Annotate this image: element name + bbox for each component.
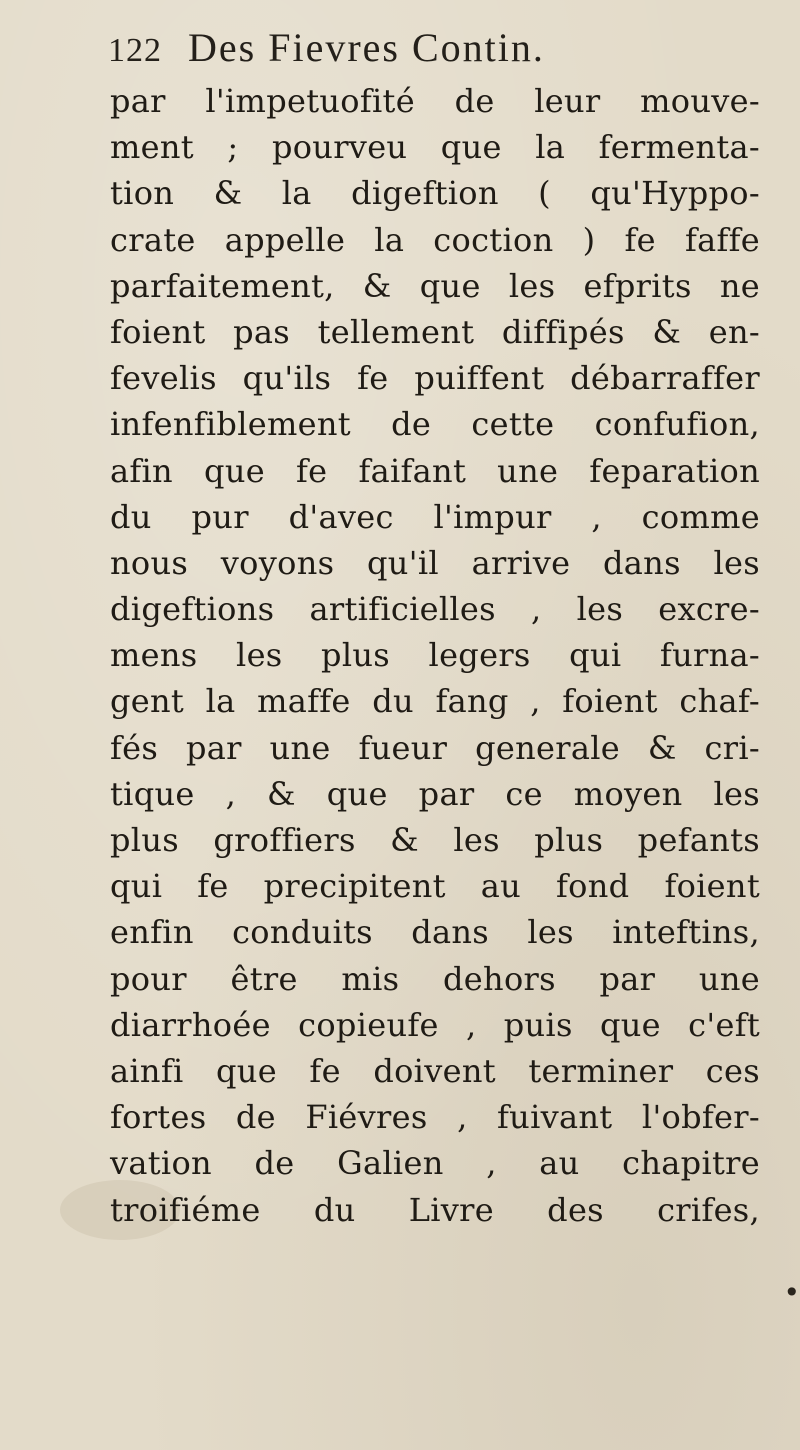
text-line: tique , & que par ce moyen les	[110, 774, 760, 813]
page-number: 122	[108, 32, 162, 69]
text-line: crate appelle la coction ) fe faffe	[110, 220, 760, 259]
text-line: ainfi que fe doivent terminer ces	[110, 1051, 760, 1090]
text-line: par l'impetuofité de leur mouve-	[110, 82, 760, 120]
body-text	[110, 78, 760, 1233]
text-line: vation de Galien , au chapitre	[110, 1144, 760, 1183]
text-line: plus groffiers & les plus pefants	[110, 821, 760, 859]
text-line: gent la maffe du fang , foient chaf-	[110, 682, 760, 721]
text-line: du pur d'avec l'impur , comme	[110, 497, 760, 536]
text-line: foient pas tellement diffipés & en-	[110, 312, 760, 351]
text-line: infenfiblement de cette confufion,	[110, 405, 760, 444]
text-line: diarrhoée copieufe , puis que c'eft	[110, 1005, 760, 1044]
text-line: parfaitement, & que les efprits ne	[110, 266, 760, 305]
text-line: afin que fe faifant une feparation	[110, 451, 760, 490]
text-line: fés par une fueur generale & cri-	[110, 728, 760, 767]
text-line: troifiéme du Livre des crifes,	[110, 1190, 760, 1229]
text-line: pour être mis dehors par une	[110, 959, 760, 998]
running-title: Des Fievres Contin.	[188, 25, 545, 70]
text-line: qui fe precipitent au fond foient	[110, 867, 760, 906]
running-head	[108, 24, 728, 84]
margin-mark: •	[783, 1276, 800, 1309]
text-line: fevelis qu'ils fe puiffent débarraffer	[110, 359, 760, 398]
text-line: tion & la digeftion ( qu'Hyppo-	[110, 174, 760, 213]
text-line: ment ; pourveu que la fermenta-	[110, 128, 760, 167]
text-line: mens les plus legers qui furna-	[110, 636, 760, 675]
text-line: digeftions artificielles , les excre-	[110, 590, 760, 629]
text-line: nous voyons qu'il arrive dans les	[110, 543, 760, 582]
text-line: enfin conduits dans les inteftins,	[110, 913, 760, 952]
text-line: fortes de Fiévres , fuivant l'obfer-	[110, 1098, 760, 1137]
